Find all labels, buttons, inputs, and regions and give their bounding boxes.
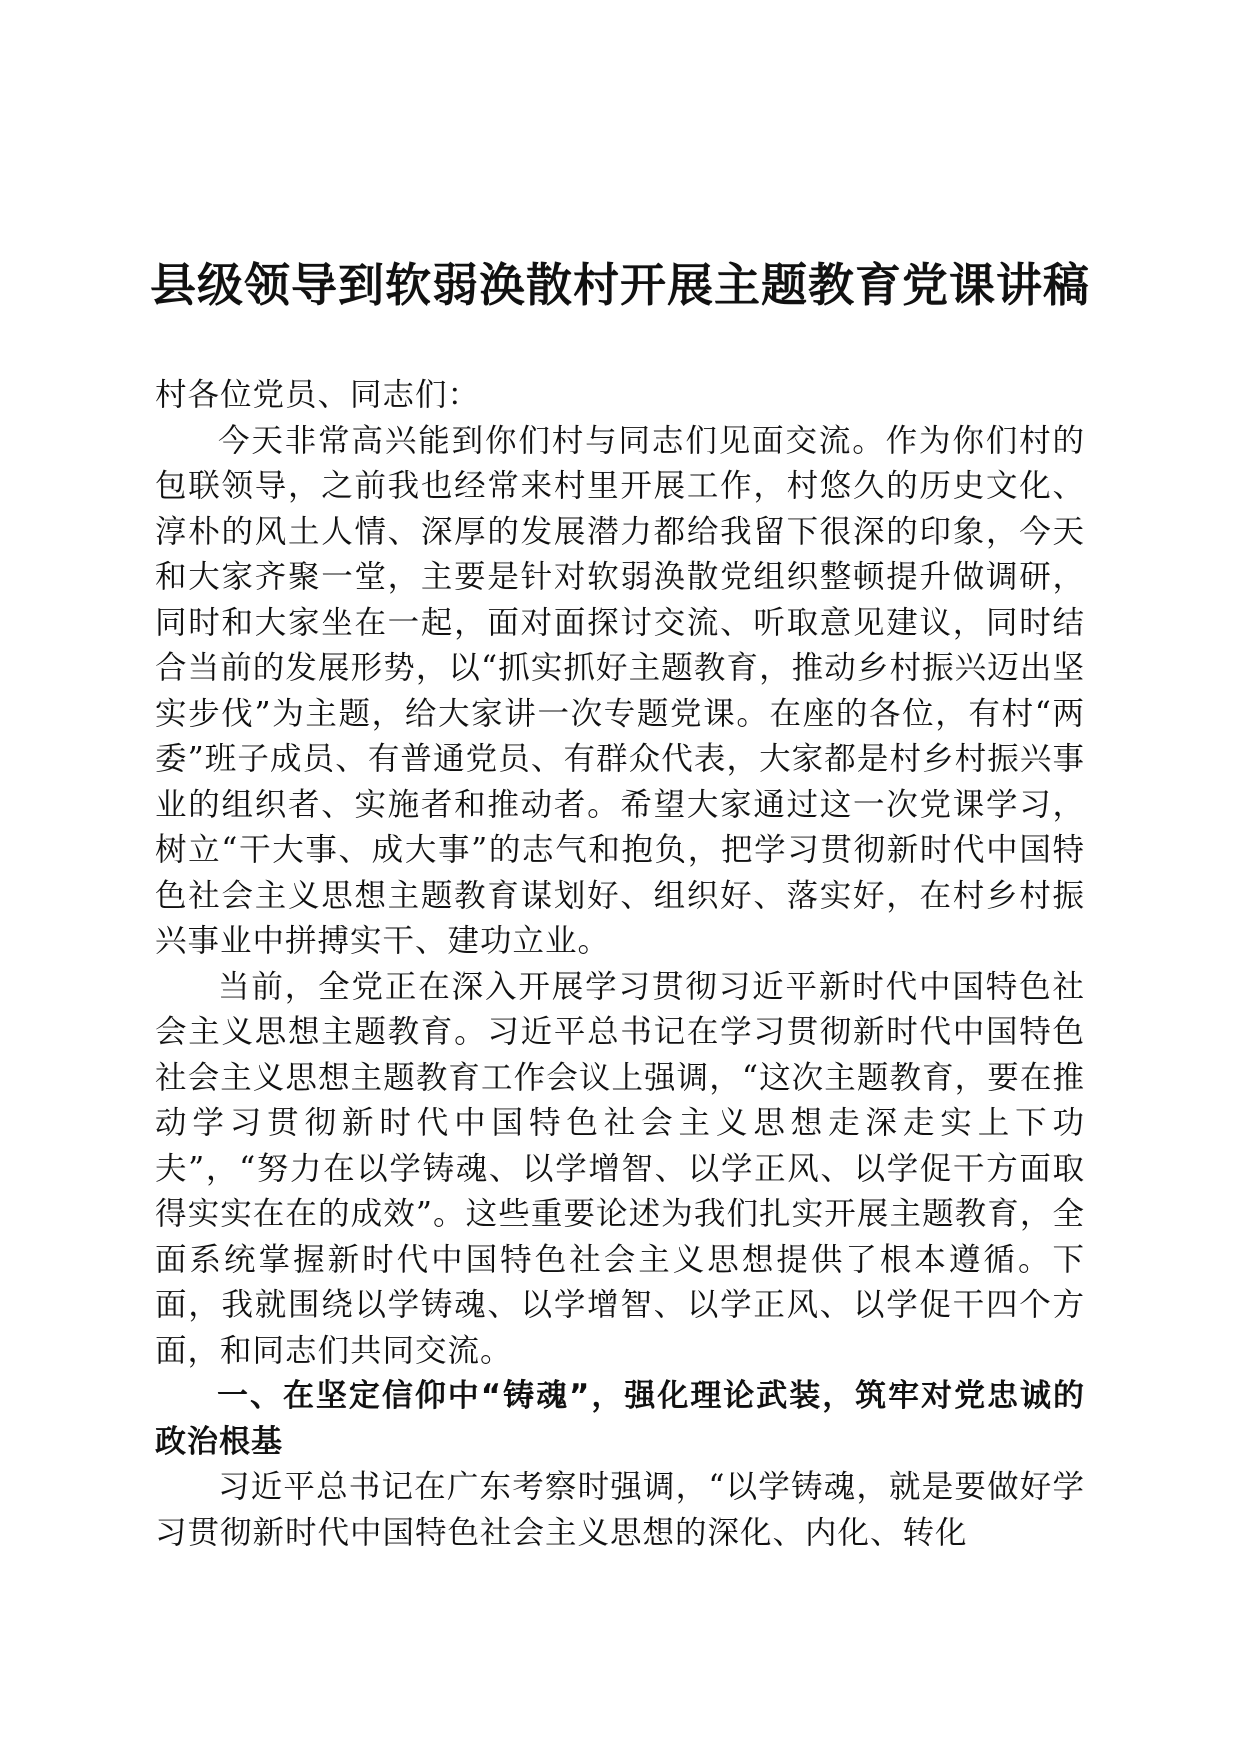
section-paragraph: 习近平总书记在广东考察时强调，“以学铸魂，就是要做好学习贯彻新时代中国特色社会主义思想的深化、内化、转化	[155, 1469, 1085, 1551]
salutation: 村各位党员、同志们：	[155, 377, 481, 413]
paragraph-context: 当前，全党正在深入开展学习贯彻习近平新时代中国特色社会主义思想主题教育。习近平总书记在学习贯彻新时代中国特色社会主义思想主题教育工作会议上强调，“这次主题教育，要在推动学习贯彻新时代中国特色社会主义思想走深走实上下功夫”，“努力在以学铸魂、以学增智、以学正风、以学促干方面取得实实在在的成效”。这些重要论述为我们扎实开展主题教育，全面系统掌握新时代中国特色社会主义思想提供了根本遵循。下面，我就围绕以学铸魂、以学增智、以学正风、以学促干四个方面，和同志们共同交流。	[155, 968, 1085, 1369]
paragraph-intro: 今天非常高兴能到你们村与同志们见面交流。作为你们村的包联领导，之前我也经常来村里开展工作，村悠久的历史文化、淳朴的风土人情、深厚的发展潜力都给我留下很深的印象，今天和大家齐聚一堂，主要是针对软弱涣散党组织整顿提升做调研，同时和大家坐在一起，面对面探讨交流、听取意见建议，同时结合当前的发展形势，以“抓实抓好主题教育，推动乡村振兴迈出坚实步伐”为主题，给大家讲一次专题党课。在座的各位，有村“两委”班子成员、有普通党员、有群众代表，大家都是村乡村振兴事业的组织者、实施者和推动者。希望大家通过这一次党课学习，树立“干大事、成大事”的志气和抱负，把学习贯彻新时代中国特色社会主义思想主题教育谋划好、组织好、落实好，在村乡村振兴事业中拼搏实干、建功立业。	[155, 422, 1085, 959]
section-heading: 一、在坚定信仰中“铸魂”，强化理论武装，筑牢对党忠诚的政治根基	[155, 1378, 1085, 1460]
document-title: 县级领导到软弱涣散村开展主题教育党课讲稿	[150, 258, 1090, 312]
document-body	[155, 373, 1085, 1556]
